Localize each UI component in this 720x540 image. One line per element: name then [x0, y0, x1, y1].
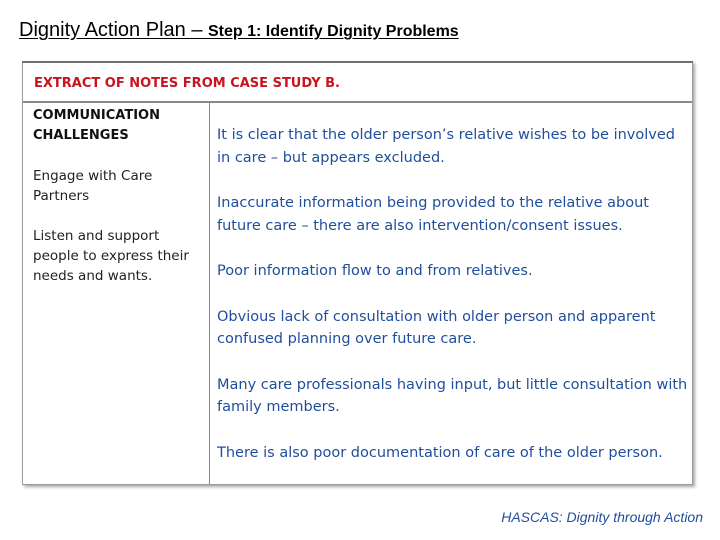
note-item: It is clear that the older person’s relative wishes to be involved in care – but appears excluded. — [217, 127, 675, 166]
challenges-heading-line1: COMMUNICATION — [33, 108, 160, 123]
column-divider — [209, 101, 210, 484]
case-study-card — [22, 61, 693, 485]
page-title-step: Step 1: Identify Dignity Problems — [208, 23, 459, 40]
page-title — [19, 19, 459, 42]
notes-column — [217, 124, 689, 487]
challenge-listen: Listen and support people to express their needs and wants. — [33, 228, 189, 284]
page-title-main: Dignity Action Plan – — [19, 19, 208, 41]
note-item: There is also poor documentation of care of the older person. — [217, 444, 663, 461]
challenge-engage: Engage with Care Partners — [33, 168, 153, 204]
note-item: Inaccurate information being provided to the relative about future care – there are also intervention/consent issues. — [217, 195, 649, 234]
card-header-text: EXTRACT OF NOTES FROM CASE STUDY B. — [34, 76, 340, 91]
note-item: Many care professionals having input, but little consultation with family members. — [217, 376, 688, 415]
card-header — [23, 62, 692, 103]
note-item: Obvious lack of consultation with older person and apparent confused planning over future care. — [217, 308, 656, 347]
challenges-column — [33, 106, 205, 286]
challenges-heading — [33, 106, 205, 146]
challenges-heading-line2: CHALLENGES — [33, 128, 129, 143]
note-item: Poor information flow to and from relatives. — [217, 263, 533, 279]
footer-credit: HASCAS: Dignity through Action — [501, 509, 703, 525]
